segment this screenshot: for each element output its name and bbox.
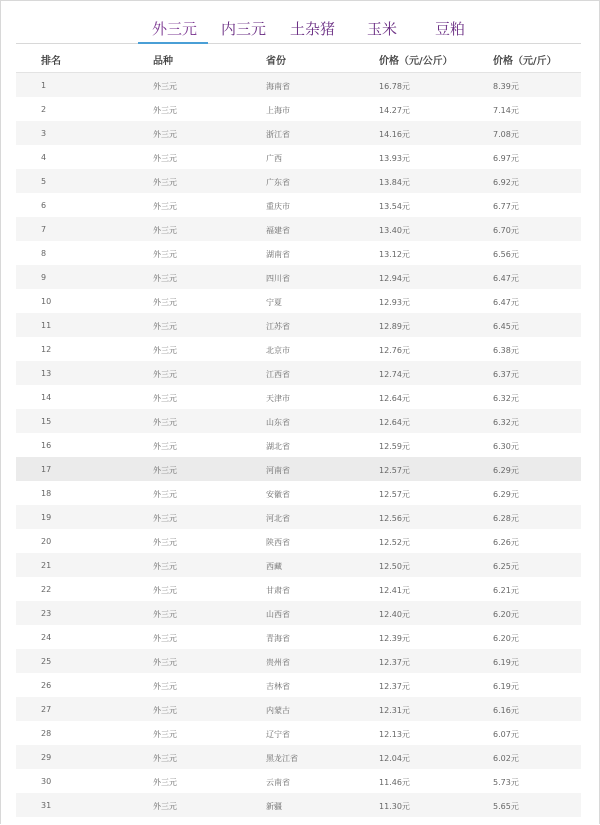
cell-price-kg: 13.40元 (379, 226, 410, 235)
tab-corn[interactable]: 玉米 (367, 20, 398, 38)
cell-price-kg: 12.57元 (379, 466, 410, 475)
cell-province: 吉林省 (266, 682, 290, 691)
table-row (16, 601, 581, 625)
cell-rank: 26 (41, 681, 52, 690)
cell-rank: 13 (41, 369, 52, 378)
cell-price-kg: 12.39元 (379, 634, 410, 643)
cell-price-kg: 11.30元 (379, 802, 410, 811)
cell-price-kg: 12.52元 (379, 538, 410, 547)
table-row (16, 697, 581, 721)
cell-price-kg: 13.54元 (379, 202, 410, 211)
table-row (16, 529, 581, 553)
cell-breed: 外三元 (153, 778, 177, 787)
cell-rank: 28 (41, 729, 52, 738)
cell-price-jin: 8.39元 (493, 82, 519, 91)
category-tabs (16, 14, 581, 44)
cell-price-kg: 11.46元 (379, 778, 410, 787)
cell-breed: 外三元 (153, 706, 177, 715)
cell-price-jin: 6.47元 (493, 298, 519, 307)
cell-price-kg: 12.89元 (379, 322, 410, 331)
cell-price-jin: 6.32元 (493, 418, 519, 427)
cell-price-kg: 12.93元 (379, 298, 410, 307)
cell-rank: 10 (41, 297, 52, 306)
tab-soybean-meal[interactable]: 豆粕 (435, 20, 466, 38)
cell-rank: 15 (41, 417, 52, 426)
cell-price-jin: 6.02元 (493, 754, 519, 763)
cell-price-jin: 6.47元 (493, 274, 519, 283)
cell-price-kg: 12.74元 (379, 370, 410, 379)
table-row (16, 745, 581, 769)
header-rank: 排名 (41, 56, 61, 67)
cell-rank: 14 (41, 393, 52, 402)
cell-price-jin: 6.38元 (493, 346, 519, 355)
cell-rank: 5 (41, 177, 47, 186)
cell-breed: 外三元 (153, 322, 177, 331)
cell-rank: 22 (41, 585, 52, 594)
cell-province: 新疆 (266, 802, 282, 811)
table-row (16, 289, 581, 313)
cell-province: 辽宁省 (266, 730, 290, 739)
table-header (16, 44, 581, 73)
cell-price-jin: 6.97元 (493, 154, 519, 163)
cell-price-kg: 12.64元 (379, 394, 410, 403)
cell-rank: 24 (41, 633, 52, 642)
tab-wai-san-yuan[interactable]: 外三元 (152, 20, 198, 38)
cell-price-kg: 12.31元 (379, 706, 410, 715)
cell-price-kg: 13.93元 (379, 154, 410, 163)
cell-breed: 外三元 (153, 442, 177, 451)
table-row (16, 361, 581, 385)
cell-rank: 17 (41, 465, 52, 474)
cell-province: 黑龙江省 (266, 754, 298, 763)
cell-price-jin: 6.20元 (493, 610, 519, 619)
cell-rank: 21 (41, 561, 52, 570)
cell-province: 天津市 (266, 394, 290, 403)
tab-nei-san-yuan[interactable]: 内三元 (221, 20, 267, 38)
cell-breed: 外三元 (153, 730, 177, 739)
table-row (16, 169, 581, 193)
table-row (16, 241, 581, 265)
cell-price-jin: 5.65元 (493, 802, 519, 811)
cell-rank: 3 (41, 129, 47, 138)
cell-breed: 外三元 (153, 802, 177, 811)
header-breed: 品种 (153, 56, 173, 67)
cell-price-kg: 12.41元 (379, 586, 410, 595)
table-row (16, 385, 581, 409)
table-row (16, 121, 581, 145)
cell-price-kg: 12.59元 (379, 442, 410, 451)
cell-price-jin: 6.70元 (493, 226, 519, 235)
table-row (16, 193, 581, 217)
cell-price-kg: 12.50元 (379, 562, 410, 571)
cell-breed: 外三元 (153, 538, 177, 547)
cell-breed: 外三元 (153, 754, 177, 763)
header-price-per-kg: 价格（元/公斤） (379, 56, 453, 67)
cell-province: 湖南省 (266, 250, 290, 259)
table-row (16, 217, 581, 241)
cell-province: 贵州省 (266, 658, 290, 667)
cell-breed: 外三元 (153, 250, 177, 259)
cell-province: 甘肃省 (266, 586, 290, 595)
cell-rank: 7 (41, 225, 47, 234)
header-price-per-jin: 价格（元/斤） (493, 56, 557, 67)
cell-province: 江苏省 (266, 322, 290, 331)
table-row (16, 769, 581, 793)
cell-breed: 外三元 (153, 514, 177, 523)
cell-rank: 11 (41, 321, 52, 330)
cell-province: 安徽省 (266, 490, 290, 499)
cell-price-jin: 6.29元 (493, 466, 519, 475)
cell-price-kg: 12.37元 (379, 682, 410, 691)
cell-province: 四川省 (266, 274, 290, 283)
cell-province: 重庆市 (266, 202, 290, 211)
cell-rank: 8 (41, 249, 47, 258)
cell-price-jin: 5.73元 (493, 778, 519, 787)
table-row (16, 625, 581, 649)
cell-province: 山西省 (266, 610, 290, 619)
cell-breed: 外三元 (153, 226, 177, 235)
cell-rank: 29 (41, 753, 52, 762)
cell-price-kg: 14.27元 (379, 106, 410, 115)
table-row (16, 649, 581, 673)
table-row (16, 505, 581, 529)
table-row (16, 145, 581, 169)
cell-price-jin: 6.20元 (493, 634, 519, 643)
cell-breed: 外三元 (153, 562, 177, 571)
cell-price-jin: 6.25元 (493, 562, 519, 571)
cell-province: 北京市 (266, 346, 290, 355)
cell-rank: 4 (41, 153, 47, 162)
cell-price-jin: 6.28元 (493, 514, 519, 523)
cell-rank: 12 (41, 345, 52, 354)
cell-breed: 外三元 (153, 154, 177, 163)
cell-province: 江西省 (266, 370, 290, 379)
cell-breed: 外三元 (153, 586, 177, 595)
cell-price-jin: 7.08元 (493, 130, 519, 139)
cell-price-kg: 12.04元 (379, 754, 410, 763)
cell-price-kg: 14.16元 (379, 130, 410, 139)
cell-price-kg: 12.76元 (379, 346, 410, 355)
cell-rank: 31 (41, 801, 52, 810)
cell-price-kg: 12.40元 (379, 610, 410, 619)
cell-rank: 23 (41, 609, 52, 618)
table-row (16, 577, 581, 601)
price-table-body (16, 73, 581, 817)
table-row (16, 265, 581, 289)
cell-rank: 25 (41, 657, 52, 666)
header-province: 省份 (266, 56, 286, 67)
table-row (16, 793, 581, 817)
cell-price-jin: 6.92元 (493, 178, 519, 187)
cell-province: 山东省 (266, 418, 290, 427)
cell-province: 河南省 (266, 466, 290, 475)
cell-price-jin: 7.14元 (493, 106, 519, 115)
cell-province: 海南省 (266, 82, 290, 91)
cell-breed: 外三元 (153, 418, 177, 427)
cell-price-kg: 12.56元 (379, 514, 410, 523)
cell-province: 内蒙古 (266, 706, 290, 715)
cell-rank: 2 (41, 105, 47, 114)
cell-province: 广西 (266, 154, 282, 163)
cell-price-kg: 16.78元 (379, 82, 410, 91)
cell-price-jin: 6.21元 (493, 586, 519, 595)
cell-breed: 外三元 (153, 394, 177, 403)
cell-price-jin: 6.19元 (493, 658, 519, 667)
cell-price-jin: 6.19元 (493, 682, 519, 691)
cell-price-kg: 12.37元 (379, 658, 410, 667)
cell-price-jin: 6.45元 (493, 322, 519, 331)
cell-breed: 外三元 (153, 82, 177, 91)
cell-breed: 外三元 (153, 130, 177, 139)
table-row (16, 553, 581, 577)
cell-price-kg: 13.12元 (379, 250, 410, 259)
table-row (16, 97, 581, 121)
cell-price-jin: 6.29元 (493, 490, 519, 499)
cell-breed: 外三元 (153, 274, 177, 283)
cell-breed: 外三元 (153, 490, 177, 499)
cell-breed: 外三元 (153, 682, 177, 691)
table-row (16, 433, 581, 457)
cell-breed: 外三元 (153, 610, 177, 619)
cell-province: 河北省 (266, 514, 290, 523)
cell-price-jin: 6.37元 (493, 370, 519, 379)
cell-price-kg: 12.64元 (379, 418, 410, 427)
cell-rank: 27 (41, 705, 52, 714)
cell-breed: 外三元 (153, 466, 177, 475)
table-row (16, 457, 581, 481)
cell-rank: 6 (41, 201, 47, 210)
cell-rank: 1 (41, 81, 47, 90)
cell-price-jin: 6.77元 (493, 202, 519, 211)
table-row (16, 481, 581, 505)
cell-rank: 18 (41, 489, 52, 498)
cell-province: 云南省 (266, 778, 290, 787)
cell-price-kg: 12.13元 (379, 730, 410, 739)
cell-price-jin: 6.26元 (493, 538, 519, 547)
cell-province: 宁夏 (266, 298, 282, 307)
cell-province: 广东省 (266, 178, 290, 187)
cell-price-kg: 12.57元 (379, 490, 410, 499)
cell-breed: 外三元 (153, 346, 177, 355)
table-row (16, 409, 581, 433)
table-row (16, 673, 581, 697)
cell-price-jin: 6.32元 (493, 394, 519, 403)
cell-rank: 16 (41, 441, 52, 450)
cell-price-jin: 6.30元 (493, 442, 519, 451)
cell-price-jin: 6.16元 (493, 706, 519, 715)
cell-province: 福建省 (266, 226, 290, 235)
cell-province: 青海省 (266, 634, 290, 643)
table-row (16, 721, 581, 745)
cell-province: 上海市 (266, 106, 290, 115)
cell-breed: 外三元 (153, 658, 177, 667)
cell-price-jin: 6.56元 (493, 250, 519, 259)
table-row (16, 337, 581, 361)
tab-tu-za-zhu[interactable]: 土杂猪 (290, 20, 336, 38)
cell-rank: 9 (41, 273, 47, 282)
cell-rank: 30 (41, 777, 52, 786)
cell-breed: 外三元 (153, 634, 177, 643)
cell-rank: 20 (41, 537, 52, 546)
cell-breed: 外三元 (153, 106, 177, 115)
cell-price-kg: 12.94元 (379, 274, 410, 283)
cell-breed: 外三元 (153, 298, 177, 307)
cell-province: 西藏 (266, 562, 282, 571)
cell-price-kg: 13.84元 (379, 178, 410, 187)
cell-breed: 外三元 (153, 178, 177, 187)
cell-breed: 外三元 (153, 202, 177, 211)
cell-province: 陕西省 (266, 538, 290, 547)
cell-price-jin: 6.07元 (493, 730, 519, 739)
cell-province: 湖北省 (266, 442, 290, 451)
table-row (16, 313, 581, 337)
cell-rank: 19 (41, 513, 52, 522)
table-row (16, 73, 581, 97)
cell-breed: 外三元 (153, 370, 177, 379)
cell-province: 浙江省 (266, 130, 290, 139)
